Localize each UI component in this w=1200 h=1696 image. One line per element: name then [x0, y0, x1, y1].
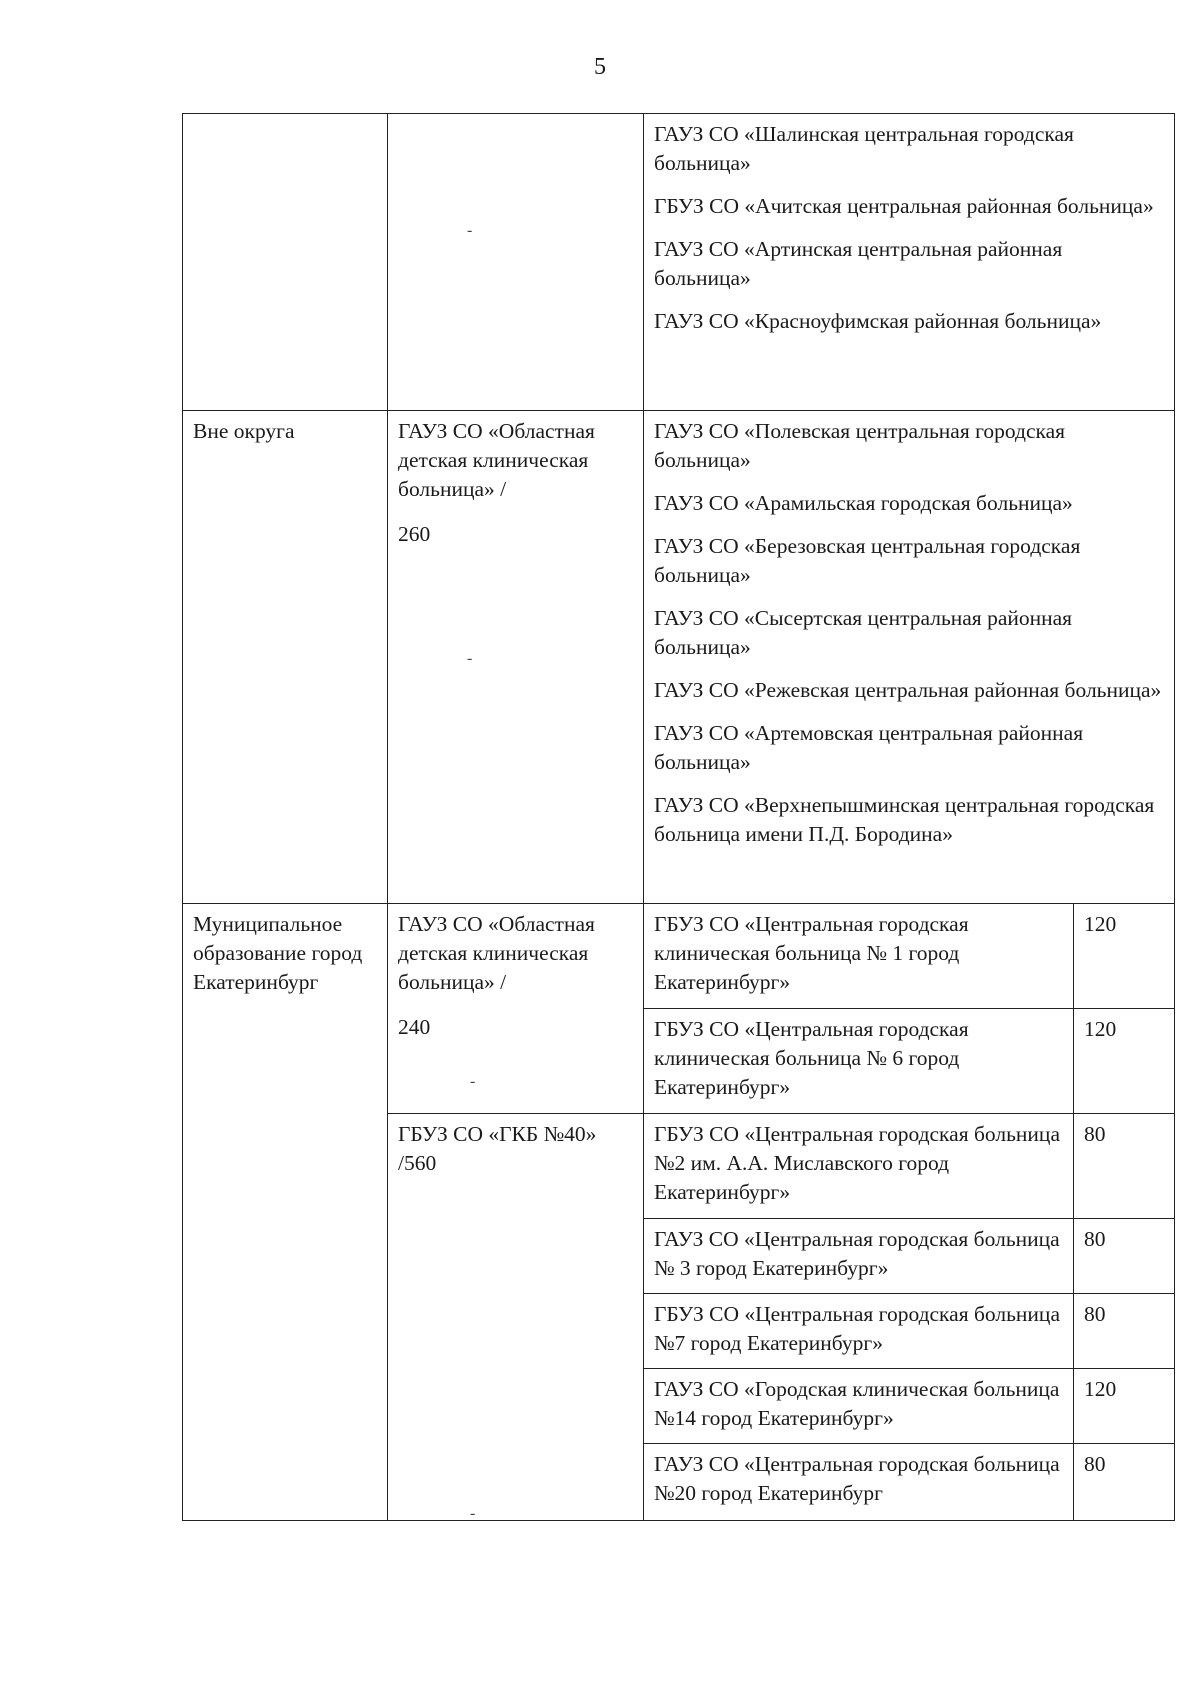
capacity-cell: 120	[1074, 1369, 1175, 1444]
capacity-cell: 80	[1074, 1444, 1175, 1521]
hub-value: 260	[398, 522, 431, 546]
hospital-name-cell: ГАУЗ СО «Центральная городская больница № 3 город Екатеринбург»	[644, 1219, 1074, 1294]
hub-cell	[388, 411, 644, 904]
list-item: ГБУЗ СО «Ачитская центральная районная больница»	[654, 194, 1154, 218]
page-number: 5	[594, 54, 606, 80]
table-row	[183, 904, 1175, 1009]
hospital-list-cell	[644, 114, 1175, 411]
dash-mark: -	[467, 650, 473, 667]
hospital-routing-table	[182, 113, 1175, 1521]
list-item: ГАУЗ СО «Артинская центральная районная больница»	[654, 237, 1063, 290]
table-row	[183, 114, 1175, 411]
list-item: ГАУЗ СО «Верхнепышминская центральная городская больница имени П.Д. Бородина»	[654, 793, 1155, 846]
hub-cell	[388, 904, 644, 1114]
hospital-list-cell	[644, 411, 1175, 904]
hub-cell: ГБУЗ СО «ГКБ №40» /560	[388, 1114, 644, 1521]
hospital-name-cell: ГБУЗ СО «Центральная городская клиническая больница № 6 город Екатеринбург»	[644, 1009, 1074, 1114]
hub-name: ГАУЗ СО «Областная детская клиническая больница» /	[398, 912, 595, 994]
capacity-cell: 120	[1074, 1009, 1175, 1114]
dash-mark: -	[470, 1505, 476, 1522]
capacity-cell: 120	[1074, 904, 1175, 1009]
list-item: ГАУЗ СО «Сысертская центральная районная больница»	[654, 606, 1073, 659]
region-cell: Муниципальное образование город Екатеринбург	[183, 904, 388, 1521]
capacity-cell: 80	[1074, 1114, 1175, 1219]
list-item: ГАУЗ СО «Арамильская городская больница»	[654, 491, 1073, 515]
list-item: ГАУЗ СО «Березовская центральная городская больница»	[654, 534, 1081, 587]
hub-value: 240	[398, 1015, 431, 1039]
hospital-name-cell: ГАУЗ СО «Городская клиническая больница №14 город Екатеринбург»	[644, 1369, 1074, 1444]
hospital-name-cell: ГАУЗ СО «Центральная городская больница №20 город Екатеринбург	[644, 1444, 1074, 1521]
hub-name: ГАУЗ СО «Областная детская клиническая больница» /	[398, 419, 595, 501]
region-cell: Вне округа	[183, 411, 388, 904]
list-item: ГАУЗ СО «Режевская центральная районная больница»	[654, 678, 1162, 702]
hospital-name-cell: ГБУЗ СО «Центральная городская клиническая больница № 1 город Екатеринбург»	[644, 904, 1074, 1009]
dash-mark: -	[467, 222, 473, 239]
list-item: ГАУЗ СО «Артемовская центральная районная больница»	[654, 721, 1084, 774]
list-item: ГАУЗ СО «Красноуфимская районная больница»	[654, 309, 1102, 333]
capacity-cell: 80	[1074, 1294, 1175, 1369]
hospital-name-cell: ГБУЗ СО «Центральная городская больница №7 город Екатеринбург»	[644, 1294, 1074, 1369]
list-item: ГАУЗ СО «Полевская центральная городская больница»	[654, 419, 1066, 472]
hub-cell	[388, 114, 644, 411]
region-cell	[183, 114, 388, 411]
dash-mark: -	[470, 1073, 476, 1090]
capacity-cell: 80	[1074, 1219, 1175, 1294]
list-item: ГАУЗ СО «Шалинская центральная городская больница»	[654, 122, 1074, 175]
hospital-name-cell: ГБУЗ СО «Центральная городская больница №2 им. А.А. Миславского город Екатеринбург»	[644, 1114, 1074, 1219]
table-row	[183, 411, 1175, 904]
